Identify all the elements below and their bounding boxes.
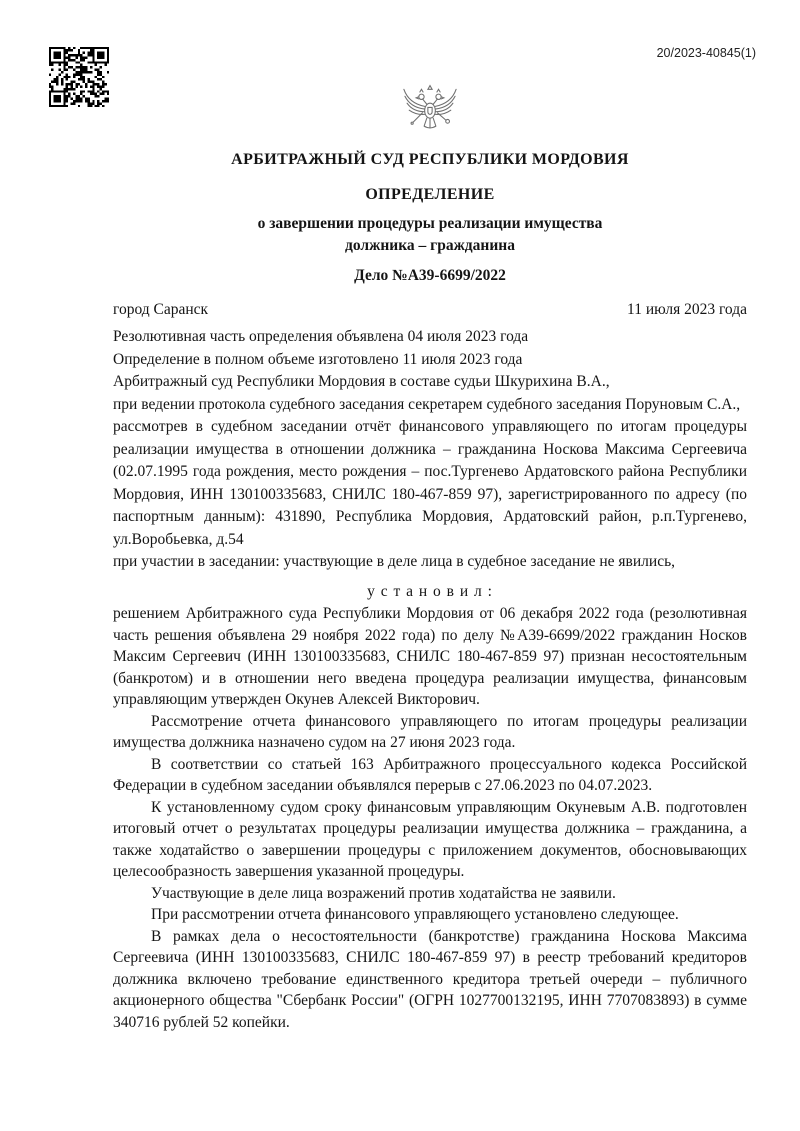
resolutive-part-line: Резолютивная часть определения объявлена 04 июля 2023 года <box>113 328 529 345</box>
announcement-block <box>113 326 747 371</box>
city-label: город Саранск <box>113 301 209 318</box>
court-name: АРБИТРАЖНЫЙ СУД РЕСПУБЛИКИ МОРДОВИЯ <box>231 151 629 168</box>
subtitle-line-2: должника – гражданина <box>345 237 515 254</box>
document-subtitle <box>113 213 747 257</box>
ruling-keyword: у с т а н о в и л : <box>367 582 493 600</box>
body-paragraph: В соответствии со статьей 163 Арбитражного процессуального кодекса Российской Федерации в судебном заседании объявлялся перерыв с 27.06.2023 по 04.07.2023. <box>113 755 747 794</box>
case-review-paragraph: рассмотрев в судебном заседании отчёт финансового управляющего по итогам процедуры реализации имущества в отношении должника – гражданина Носкова Максима Сергеевича (02.07.1995 года рождения, место рождения – пос.Тургенево Ардатовского района Республики Мордовия, ИНН 130100335683, СНИЛС 180-467-859 97), зарегистрированного по адресу (по паспортным данным): 431890, Республика Мордовия, Ардатовский район, р.п.Тургенево, ул.Воробьевка, д.54 <box>113 418 747 548</box>
attendance-line: при участии в заседании: участвующие в деле лица в судебное заседание не явились, <box>113 553 676 570</box>
document-content <box>113 0 747 1033</box>
full-text-line: Определение в полном объеме изготовлено 11 июля 2023 года <box>113 350 523 368</box>
qr-code-icon <box>44 42 114 112</box>
russia-coat-of-arms-icon <box>113 84 747 142</box>
body-paragraph: При рассмотрении отчета финансового управляющего установлено следующее. <box>151 906 679 923</box>
body-paragraph: В рамках дела о несостоятельности (банкротстве) гражданина Носкова Максима Сергеевича (ИНН 130100335683, СНИЛС 180-467-859 97) в реестр требований кредиторов должника включено требование единственного кредитора третьей очереди – публичного акционерного общества "Сбербанк России" (ОГРН 1027700132195, ИНН 7707083893) в сумме 340716 рублей 52 копейки. <box>113 927 747 1031</box>
body-paragraph: Рассмотрение отчета финансового управляющего по итогам процедуры реализации имущества должника назначено судом на 27 июня 2023 года. <box>113 712 747 751</box>
document-type-title: ОПРЕДЕЛЕНИЕ <box>365 186 495 203</box>
body-paragraph: Участвующие в деле лица возражений против ходатайства не заявили. <box>151 884 616 902</box>
city-date-row <box>113 299 747 321</box>
date-label: 11 июля 2023 года <box>627 301 747 318</box>
body-paragraph: К установленному судом сроку финансовым управляющим Окуневым А.В. подготовлен итоговый отчет о результатах процедуры реализации имущества должника – гражданина, а также ходатайство о завершении процедуры с приложением документов, обосновывающих целесообразность завершения указанной процедуры. <box>113 798 747 880</box>
case-number: Дело №А39-6699/2022 <box>354 267 506 284</box>
subtitle-line-1: о завершении процедуры реализации имущества <box>257 215 603 232</box>
document-number: 20/2023-40845(1) <box>656 46 756 60</box>
judge-line: Арбитражный суд Республики Мордовия в составе судьи Шкурихина В.А., <box>113 373 610 390</box>
secretary-paragraph: при ведении протокола судебного заседания секретарем судебного заседания Поруновым С.А., <box>113 395 741 413</box>
body-paragraph: решением Арбитражного суда Республики Мордовия от 06 декабря 2022 года (резолютивная часть решения объявлена 29 ноября 2022 года) по делу №А39-6699/2022 гражданин Носков Максим Сергеевич (ИНН 130100335683, СНИЛС 180-467-859 97) признан несостоятельным (банкротом) и в отношении него введена процедура реализации имущества, финансовым управляющим утвержден Окунев Алексей Викторович. <box>113 605 747 708</box>
